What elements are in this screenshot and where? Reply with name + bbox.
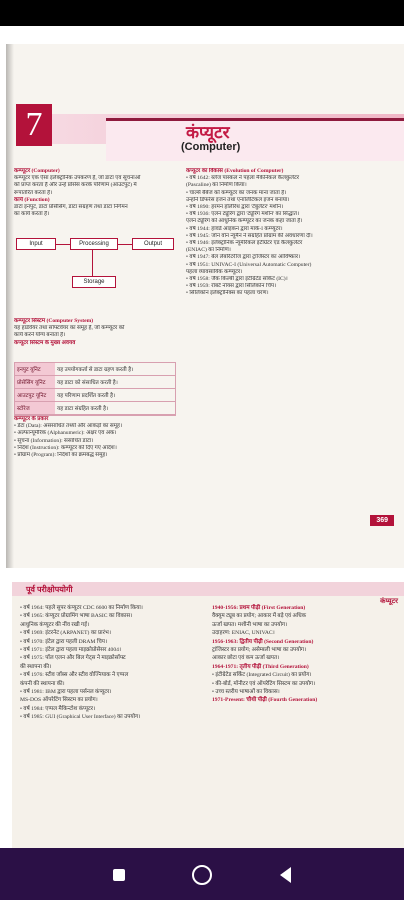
navigation-bar [0, 848, 404, 900]
table-cell-description: यह डाटा को संसाधित करती है। [57, 380, 118, 386]
text-line: • वर्ष 1958: जैक किल्बी द्वारा इंटीग्रेटेड सर्किट (IC)। [186, 276, 288, 283]
text-line: • सूचना (Information): संसाधित डाटा। [14, 437, 94, 444]
table-cell-term: इनपुट यूनिट [15, 363, 55, 375]
page1-right-column [186, 168, 366, 298]
text-line: • वर्ष 1944: हावर्ड आइकन द्वारा मार्क-I कम्प्यूटर। [186, 225, 283, 232]
flow-box-storage: Storage [72, 276, 116, 288]
table-cell-description: यह परिणाम प्रदर्शित करती है। [57, 393, 116, 399]
table-cell-term: आउटपुट यूनिट [15, 389, 55, 401]
text-line: कम्प्यूटर एक ऐसा इलेक्ट्रॉनिक उपकरण है, जो डाटा एवं सूचनाओं [14, 175, 141, 182]
text-line: • प्रोग्राम (Program): निर्देशों का क्रमबद्ध समूह। [14, 452, 108, 459]
text-line: • वर्ष 1970: इंटेल द्वारा पहली DRAM चिप। [20, 638, 108, 645]
text-line: यह हार्डवेयर तथा सॉफ्टवेयर का समूह है, जो कम्प्यूटर को [14, 325, 125, 332]
page2-running-head: कंप्यूटर [380, 597, 398, 605]
text-line: पहला व्यावसायिक कम्प्यूटर। [186, 268, 243, 275]
text-line: • निर्देश (Instruction): कम्प्यूटर को दिए गए आदेश। [14, 444, 117, 451]
home-button[interactable] [189, 862, 215, 888]
text-line: ट्रांजिस्टर का प्रयोग; असेम्बली भाषा का उपयोग। [212, 647, 307, 654]
text-line: • वर्ष 1947: बेल लेबोरेटरीज द्वारा ट्रांजिस्टर का आविष्कार। [186, 254, 301, 261]
text-line: कंपनी की स्थापना की। [20, 680, 65, 687]
text-line: • वर्ष 1971: इंटेल द्वारा पहला माइक्रोप्रोसेसर 4004। [20, 647, 122, 654]
text-line: (Pascaline) का निर्माण किया। [186, 182, 247, 189]
text-line: • वर्ष 1946: इलेक्ट्रॉनिक न्यूमेरिकल इंटीग्रेटर एंड कैलकुलेटर [186, 240, 303, 247]
text-line: ऊर्जा खपत। मशीनी भाषा का उपयोग। [212, 621, 288, 628]
section-heading: कम्प्यूटर के प्रकार [14, 416, 49, 422]
text-line: • वर्ष 1959: रॉबर्ट नॉयस द्वारा सिलिकॉन चिप। [186, 283, 277, 290]
chapter-title-hindi: कंप्यूटर [186, 123, 230, 142]
section-heading: कार्य (Function) [14, 196, 50, 203]
flow-box-input: Input [16, 238, 56, 250]
text-line: को प्राप्त करता है और उन्हें प्रोसेस करके परिणाम (आउटपुट) में [14, 182, 137, 189]
section-heading: कंप्यूटर का विकास (Evolution of Computer) [186, 168, 284, 174]
flow-arrow [56, 244, 70, 245]
chapter-title-panel [106, 118, 404, 161]
text-line: • वर्ष 1964: पहले सुपर कंप्यूटर CDC 6600 का निर्माण किया। [20, 605, 143, 611]
page2-right-column [212, 604, 396, 705]
status-bar [0, 0, 404, 26]
text-line: • की-बोर्ड, मॉनीटर एवं ऑपरेटिंग सिस्टम का उपयोग। [212, 680, 316, 687]
text-line: की स्थापना की। [20, 663, 52, 670]
text-line: कार्य करने योग्य बनाता है। [14, 332, 66, 339]
text-line: उदाहरण: ENIAC, UNIVAC। [212, 630, 275, 637]
page1-left-column-system [14, 318, 182, 347]
text-line: • वर्ष 1890: हरमन होलेरिथ द्वारा 'टेबुलेटर' मशीन। [186, 204, 284, 211]
section-heading: 1971-Present: चौथी पीढ़ी (Fourth Generation) [212, 697, 318, 704]
flow-box-processing: Processing [70, 238, 118, 250]
text-line: • वर्ष 1936: एलन ट्यूरिंग द्वारा 'ट्यूरिंग मशीन' का सिद्धांत। [186, 211, 300, 218]
section-heading: कम्प्यूटर (Computer) [14, 168, 60, 174]
section-heading: 1940-1956: प्रथम पीढ़ी (First Generation) [212, 605, 306, 611]
document-viewer[interactable] [0, 26, 404, 848]
text-line: • वर्ष 1985: GUI (Graphical User Interface) का उपयोग। [20, 714, 141, 721]
text-line: • उच्च स्तरीय भाषाओं का विकास। [212, 689, 280, 696]
chapter-number: 7 [16, 104, 52, 146]
text-line: (ENIAC) का निर्माण। [186, 247, 231, 254]
text-line: आधुनिक कंप्यूटर की नींव रखी गई। [20, 621, 90, 628]
text-line: • वर्ष 1951: UNIVAC-I (Universal Automatic Computer) [186, 261, 312, 268]
table-cell-term: स्टोरेज [15, 402, 55, 414]
text-line: • वर्ष 1969: इंटरनेट (ARPANET) का प्रारंभ। [20, 630, 111, 637]
text-line: • वर्ष 1984: एप्पल मैकिन्टोश कंप्यूटर। [20, 705, 96, 712]
section-heading: 1956-1963: द्वितीय पीढ़ी (Second Generation) [212, 638, 314, 645]
text-line: • डेटा (Data): असंसाधित तथ्यों और आंकड़ों का समूह। [14, 423, 123, 430]
text-line: • सिलिकॉन इलेक्ट्रॉनिक्स का पहला चरण। [186, 290, 269, 297]
section-heading: कम्प्यूटर सिस्टम (Computer System) [14, 318, 94, 324]
text-line: डाटा इनपुट, डाटा प्रोसेसिंग, डाटा संग्रहण तथा डाटा निर्गमन [14, 204, 128, 211]
page2-section-tag: पूर्व परीक्षोपयोगी [26, 585, 73, 594]
page2-left-column [20, 604, 198, 722]
table-row [15, 389, 175, 402]
text-line: • इंटीग्रेटेड सर्किट (Integrated Circuit) का प्रयोग। [212, 672, 312, 679]
page-spine-shadow [6, 44, 14, 568]
text-line: MS-DOS ऑपरेटिंग सिस्टम का प्रयोग। [20, 697, 98, 704]
text-line: • वर्ष 1975: पॉल एलन और बिल गेट्स ने माइक्रोसॉफ्ट [20, 655, 126, 662]
text-line: आकार छोटा एवं कम ऊर्जा खपत। [212, 655, 280, 662]
flow-arrow [92, 250, 93, 276]
text-line: • चार्ल्स बैबेज को कम्प्यूटर का जनक माना जाता है। [186, 189, 287, 196]
text-line: वैक्यूम ट्यूब का प्रयोग; आकार में बड़े एवं अधिक [212, 613, 307, 620]
home-icon [192, 865, 212, 885]
table-row [15, 376, 175, 389]
text-line: • वर्ष 1981: IBM द्वारा पहला पर्सनल कंप्यूटर। [20, 689, 112, 696]
text-line: उन्होंने डिफरेंस इंजन तथा एनालिटिकल इंजन बनाया। [186, 196, 290, 203]
section-heading: कंप्यूटर सिस्टम के मुख्य अवयव [14, 339, 76, 346]
back-button[interactable] [272, 862, 298, 888]
table-cell-description: यह उपयोगकर्ता से डाटा ग्रहण करती है। [57, 367, 134, 373]
page1-left-column-types [14, 416, 182, 459]
text-line: रूपांतरित करता है। [14, 189, 53, 196]
chapter-title-english: (Computer) [181, 141, 241, 153]
flow-arrow [118, 244, 132, 245]
text-line: • अल्फान्यूमेरिक (Alphanumeric): अक्षर एवं अंक। [14, 430, 117, 437]
book-page-bottom [12, 582, 404, 848]
section-heading: 1964-1971: तृतीय पीढ़ी (Third Generation) [212, 663, 309, 670]
text-line: • वर्ष 1976: स्टीव जॉब्स और स्टीव वोज्नियाक ने एप्पल [20, 672, 129, 679]
text-line: • वर्ष 1965: कंप्यूटर प्रोग्रामिंग भाषा BASIC का विकास। [20, 613, 133, 620]
table-row [15, 402, 175, 415]
text-line: • वर्ष 1642: ब्लेज पास्कल ने पहला मैकेनिकल कैलकुलेटर [186, 175, 300, 182]
flow-box-output: Output [132, 238, 174, 250]
back-icon [280, 867, 291, 883]
table-row [15, 363, 175, 376]
page1-left-column [14, 168, 182, 218]
book-page-top [6, 44, 404, 568]
recent-apps-button[interactable] [106, 862, 132, 888]
table-cell-term: प्रोसेसिंग यूनिट [15, 376, 55, 388]
components-table [14, 362, 176, 416]
computer-flow-diagram [14, 234, 182, 314]
page-number: 369 [370, 515, 394, 526]
table-cell-description: यह डाटा संग्रहित करती है। [57, 406, 109, 412]
text-line: एलन ट्यूरिंग को आधुनिक कम्प्यूटर का जनक कहा जाता है। [186, 218, 303, 225]
recent-apps-icon [113, 869, 125, 881]
text-line: का कार्य करता है। [14, 211, 50, 218]
text-line: • वर्ष 1945: जॉन वॉन न्यूमैन ने संग्रहित प्रोग्राम की अवधारणा दी। [186, 232, 313, 239]
